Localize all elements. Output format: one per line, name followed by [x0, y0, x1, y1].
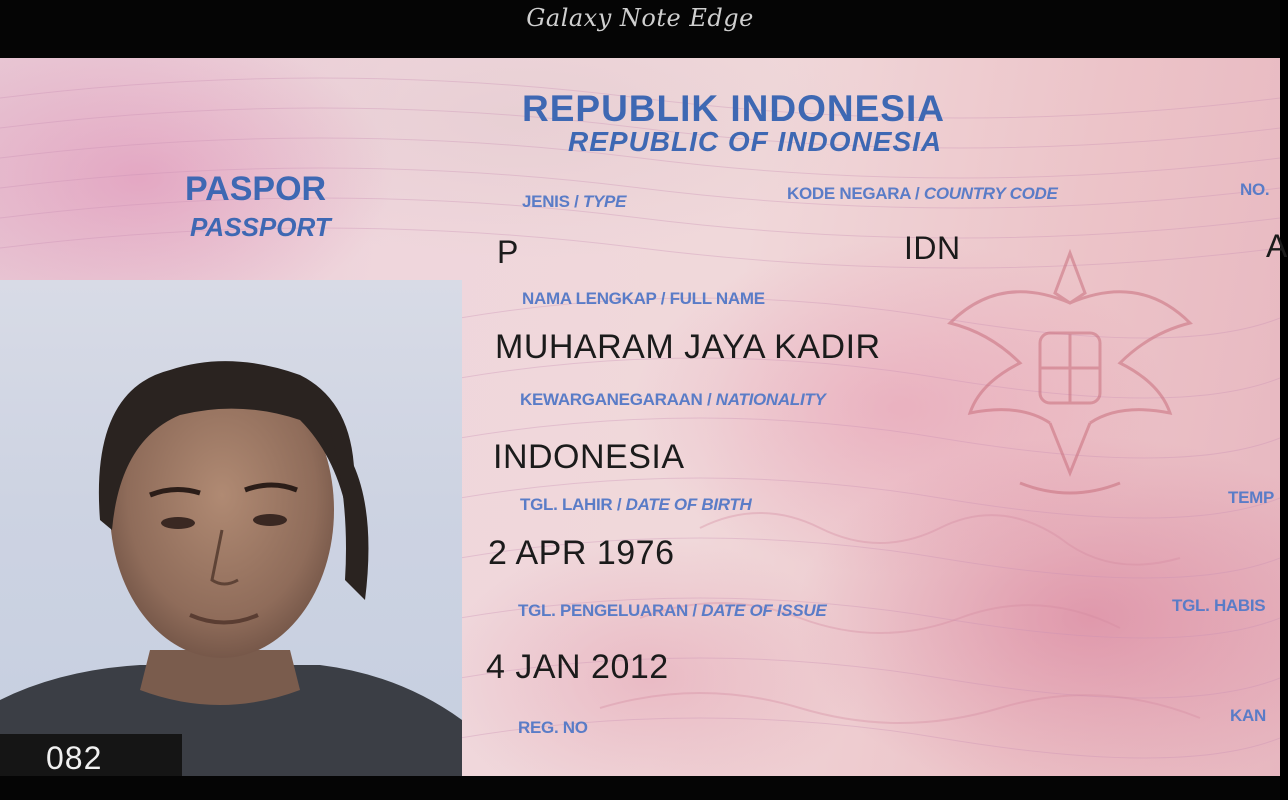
country-title: REPUBLIK INDONESIA: [522, 88, 945, 129]
full-name-value: MUHARAM JAYA KADIR: [495, 328, 881, 366]
date-of-issue-label: TGL. PENGELUARAN / DATE OF ISSUE: [518, 601, 827, 620]
date-of-birth-label: TGL. LAHIR / DATE OF BIRTH: [520, 495, 752, 514]
date-of-birth-value: 2 APR 1976: [488, 534, 675, 572]
passport-photo: [0, 58, 1288, 776]
country-code-value: IDN: [904, 230, 961, 266]
document-title-en: PASSPORT: [190, 212, 331, 242]
nationality-value: INDONESIA: [493, 438, 685, 476]
date-of-expiry-label-fragment: TGL. HABIS: [1172, 596, 1266, 615]
holder-portrait-image: [0, 280, 462, 776]
country-code-label: KODE NEGARA / COUNTRY CODE: [787, 184, 1058, 203]
type-value: P: [497, 234, 519, 270]
document-title: PASPOR: [185, 170, 327, 208]
country-title-en: REPUBLIC OF INDONESIA: [568, 126, 943, 157]
serial-label-box: [0, 734, 182, 776]
passport-number-label: NO.: [1240, 180, 1270, 199]
holder-photo: [0, 280, 462, 776]
place-of-birth-label-fragment: TEMP: [1228, 488, 1275, 507]
type-label: JENIS / TYPE: [522, 192, 627, 211]
passport-number-fragment: A: [1266, 228, 1288, 264]
nationality-label: KEWARGANEGARAAN / NATIONALITY: [520, 390, 826, 409]
device-bottom-bar: [0, 776, 1280, 800]
issuing-office-label-fragment: KAN: [1230, 706, 1266, 725]
device-label: Galaxy Note Edge: [526, 4, 754, 32]
serial-fragment: 082: [46, 740, 103, 776]
device-top-bar: [0, 0, 1280, 58]
garuda-emblem: [940, 233, 1200, 523]
full-name-label: NAMA LENGKAP / FULL NAME: [522, 289, 765, 308]
reg-no-label: REG. NO: [518, 718, 588, 737]
date-of-issue-value: 4 JAN 2012: [486, 648, 669, 686]
